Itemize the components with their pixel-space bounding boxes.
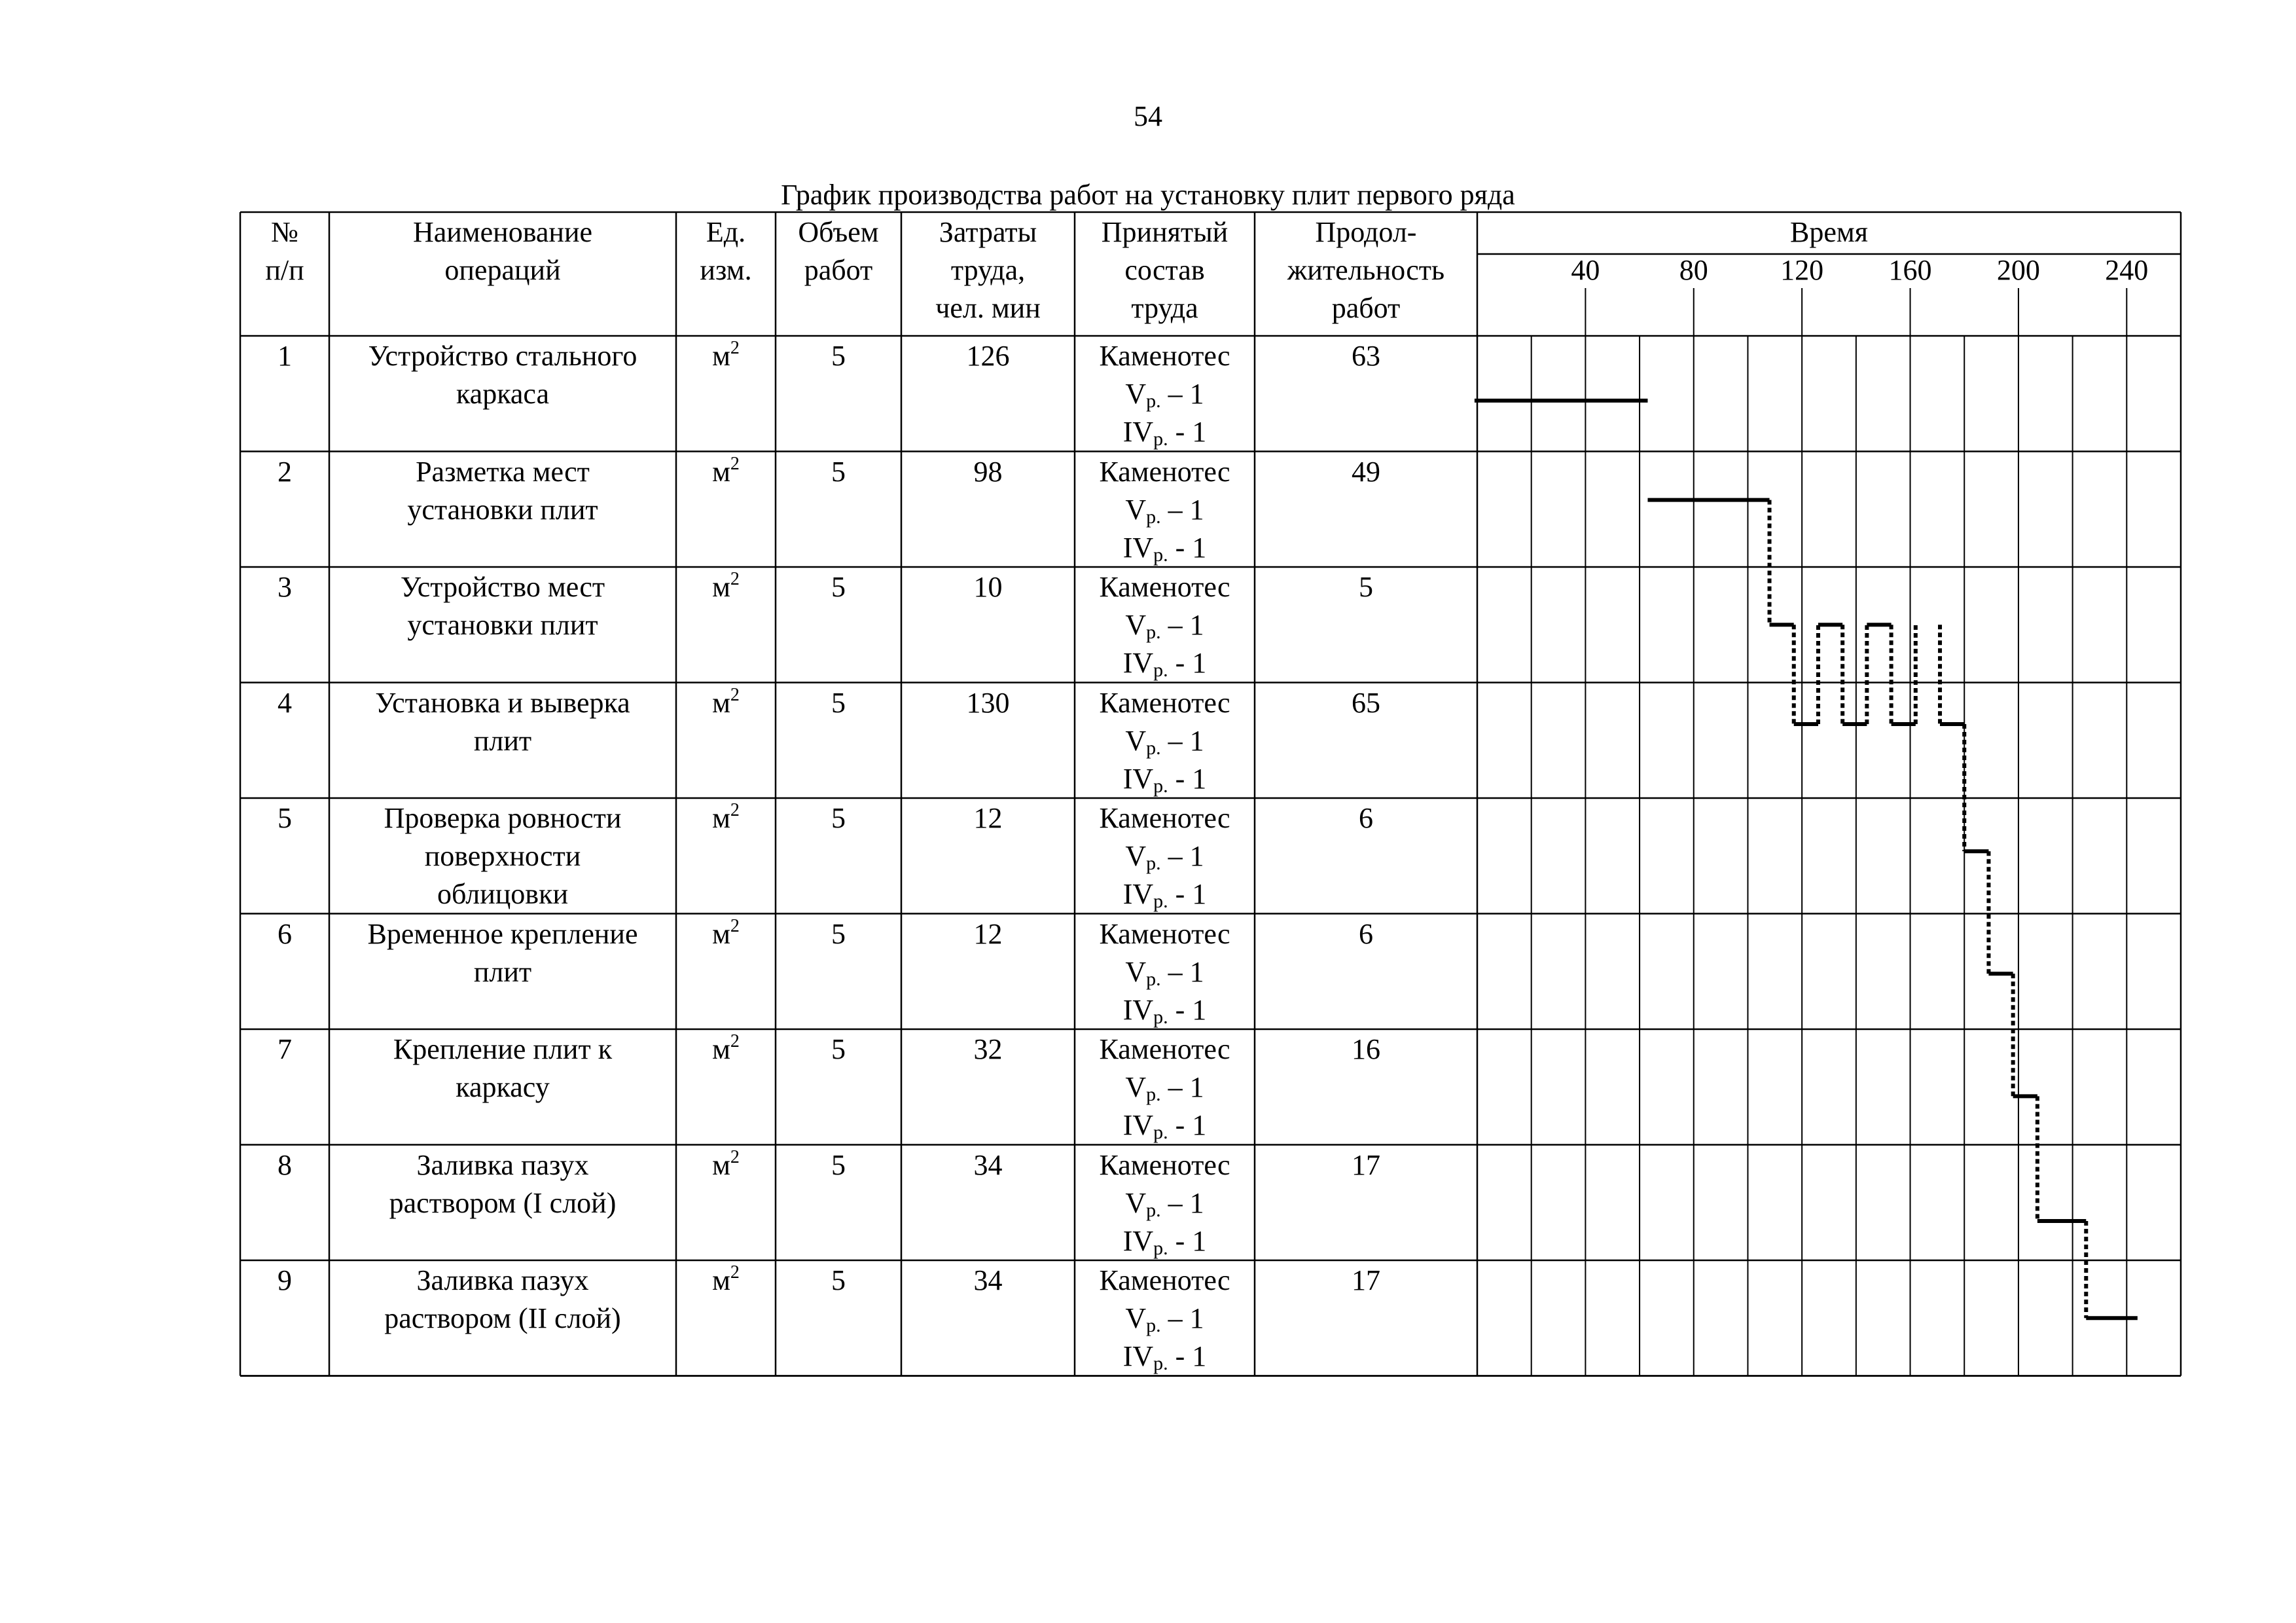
crew-trade: Каменотес — [1099, 917, 1230, 950]
header-crew-line: Принятый — [1101, 216, 1229, 248]
volume-cell — [776, 799, 901, 837]
duration-cell-line: 5 — [1359, 571, 1373, 603]
crew-cell — [1075, 453, 1255, 567]
labor-cell — [901, 453, 1075, 491]
unit-cell — [676, 1146, 776, 1184]
header-time — [1477, 213, 2181, 251]
crew-grade-v: $V_{р.} - 1$ — [1125, 378, 1204, 412]
volume-cell — [776, 453, 901, 491]
duration-cell-line: 17 — [1352, 1148, 1380, 1181]
duration-cell-line: 49 — [1352, 455, 1380, 488]
crew-cell — [1075, 684, 1255, 798]
volume-cell-line: 5 — [831, 571, 846, 603]
volume-cell — [776, 337, 901, 375]
unit-base: м — [712, 802, 730, 834]
unit-base: м — [712, 455, 730, 488]
header-unit-line: Ед. — [706, 216, 746, 248]
row-number-line: 6 — [278, 917, 292, 950]
crew-trade: Каменотес — [1099, 1148, 1230, 1181]
labor-cell — [901, 1262, 1075, 1300]
volume-cell-line: 5 — [831, 802, 846, 834]
row-number-line: 7 — [278, 1033, 292, 1065]
header-volume-line: работ — [804, 254, 873, 286]
header-labor-line: труда, — [950, 254, 1026, 286]
volume-cell-line: 5 — [831, 340, 846, 372]
crew-grade-v: $V_{р.} - 1$ — [1125, 609, 1204, 643]
header-num — [240, 213, 329, 289]
volume-cell — [776, 1262, 901, 1300]
crew-grade-iv: $IV_{р.} - 1$ — [1122, 878, 1207, 912]
crew-grade-v: $V_{р.} - 1$ — [1125, 840, 1204, 874]
crew-cell — [1075, 1030, 1255, 1144]
header-volume — [776, 213, 901, 289]
time-tick-label: 120 — [1780, 254, 1824, 286]
volume-cell-line: 5 — [831, 686, 846, 719]
header-volume-line: Объем — [798, 216, 879, 248]
unit-base: м — [712, 1033, 730, 1065]
duration-cell — [1255, 799, 1477, 837]
unit-superscript: 2 — [730, 1031, 740, 1051]
unit-base: м — [712, 1264, 730, 1296]
crew-cell — [1075, 337, 1255, 451]
crew-grade-iv: $IV_{р.} - 1$ — [1122, 1340, 1207, 1374]
duration-cell — [1255, 453, 1477, 491]
labor-cell — [901, 799, 1075, 837]
operation-name-line: Установка и выверка — [375, 686, 630, 719]
crew-cell — [1075, 915, 1255, 1029]
duration-cell-line: 65 — [1352, 686, 1380, 719]
duration-cell — [1255, 337, 1477, 375]
unit-cell — [676, 684, 776, 722]
crew-trade: Каменотес — [1099, 571, 1230, 603]
unit-base: м — [712, 917, 730, 950]
operation-name — [329, 337, 676, 413]
operation-name-line: раствором (II слой) — [384, 1302, 621, 1334]
duration-cell-line: 6 — [1359, 802, 1373, 834]
row-number-line: 8 — [278, 1148, 292, 1181]
labor-cell-line: 32 — [973, 1033, 1003, 1065]
header-name-line: Наименование — [412, 216, 593, 248]
unit-cell — [676, 915, 776, 953]
operation-name-line: Временное крепление — [367, 917, 638, 950]
volume-cell — [776, 1146, 901, 1184]
labor-cell-line: 130 — [966, 686, 1010, 719]
header-labor-line: Затраты — [939, 216, 1037, 248]
operation-name-line: плит — [473, 724, 532, 757]
header-duration-line: работ — [1331, 292, 1401, 324]
duration-cell-line: 63 — [1352, 340, 1380, 372]
unit-cell — [676, 1262, 776, 1300]
crew-trade: Каменотес — [1099, 1033, 1230, 1065]
header-duration — [1255, 213, 1477, 327]
header-duration-line: жительность — [1287, 254, 1445, 286]
crew-grade-iv: $IV_{р.} - 1$ — [1122, 416, 1207, 450]
time-tick-label: 200 — [1996, 254, 2040, 286]
unit-superscript: 2 — [730, 453, 740, 474]
unit-superscript: 2 — [730, 569, 740, 589]
row-number-line: 3 — [278, 571, 292, 603]
operation-name-line: раствором (I слой) — [389, 1186, 617, 1219]
crew-trade: Каменотес — [1099, 455, 1230, 488]
operation-name — [329, 1146, 676, 1222]
header-crew-line: труда — [1131, 292, 1198, 324]
operation-name-line: установки плит — [407, 609, 598, 641]
volume-cell-line: 5 — [831, 1033, 846, 1065]
unit-superscript: 2 — [730, 338, 740, 358]
operation-name-line: Заливка пазух — [416, 1264, 589, 1296]
unit-superscript: 2 — [730, 684, 740, 705]
crew-grade-iv: $IV_{р.} - 1$ — [1122, 531, 1207, 566]
operation-name — [329, 1030, 676, 1106]
unit-base: м — [712, 340, 730, 372]
header-num-line: п/п — [265, 254, 304, 286]
header-crew — [1075, 213, 1255, 327]
volume-cell-line: 5 — [831, 1264, 846, 1296]
crew-trade: Каменотес — [1099, 340, 1230, 372]
unit-superscript: 2 — [730, 1262, 740, 1283]
time-tick-label: 80 — [1679, 254, 1708, 286]
duration-cell-line: 16 — [1352, 1033, 1380, 1065]
volume-cell-line: 5 — [831, 917, 846, 950]
header-labor-line: чел. мин — [935, 292, 1041, 324]
labor-cell-line: 10 — [973, 571, 1003, 603]
operation-name-line: каркаса — [456, 378, 550, 410]
row-number-line: 9 — [278, 1264, 292, 1296]
crew-grade-iv: $IV_{р.} - 1$ — [1122, 647, 1207, 681]
crew-grade-v: $V_{р.} - 1$ — [1125, 955, 1204, 990]
row-number — [240, 337, 329, 375]
volume-cell — [776, 684, 901, 722]
volume-cell-line: 5 — [831, 455, 846, 488]
unit-cell — [676, 799, 776, 837]
crew-grade-v: $V_{р.} - 1$ — [1125, 724, 1204, 759]
operation-name-line: Разметка мест — [416, 455, 590, 488]
unit-cell — [676, 1030, 776, 1068]
labor-cell — [901, 337, 1075, 375]
row-number — [240, 1262, 329, 1300]
row-number-line: 4 — [278, 686, 292, 719]
labor-cell-line: 12 — [973, 802, 1003, 834]
crew-cell — [1075, 1262, 1255, 1376]
operation-name — [329, 1262, 676, 1338]
labor-cell — [901, 684, 1075, 722]
operation-name — [329, 568, 676, 644]
time-tick-label: 160 — [1888, 254, 1932, 286]
operation-name — [329, 453, 676, 529]
header-crew-line: состав — [1124, 254, 1205, 286]
header-name — [329, 213, 676, 289]
crew-grade-iv: $IV_{р.} - 1$ — [1122, 1109, 1207, 1143]
crew-cell — [1075, 568, 1255, 682]
crew-cell — [1075, 1146, 1255, 1260]
operation-name-line: Крепление плит к — [393, 1033, 613, 1065]
operation-name-line: Заливка пазух — [416, 1148, 589, 1181]
time-tick-label: 240 — [2105, 254, 2149, 286]
labor-cell-line: 126 — [966, 340, 1010, 372]
unit-cell — [676, 453, 776, 491]
header-labor — [901, 213, 1075, 327]
labor-cell-line: 34 — [973, 1264, 1003, 1296]
crew-grade-iv: $IV_{р.} - 1$ — [1122, 1224, 1207, 1259]
row-number — [240, 1030, 329, 1068]
unit-cell — [676, 337, 776, 375]
crew-trade: Каменотес — [1099, 1264, 1230, 1296]
duration-cell — [1255, 684, 1477, 722]
duration-cell — [1255, 915, 1477, 953]
row-number — [240, 1146, 329, 1184]
row-number — [240, 915, 329, 953]
operation-name-line: Устройство стального — [368, 340, 637, 372]
row-number — [240, 799, 329, 837]
labor-cell-line: 98 — [973, 455, 1003, 488]
time-tick-label: 40 — [1571, 254, 1600, 286]
duration-cell — [1255, 1146, 1477, 1184]
operation-name-line: поверхности — [424, 840, 581, 872]
header-unit-line: изм. — [700, 254, 752, 286]
crew-grade-v: $V_{р.} - 1$ — [1125, 493, 1204, 528]
page-number: 54 — [1134, 100, 1162, 132]
operation-name-line: Устройство мест — [400, 571, 605, 603]
operation-name-line: каркасу — [456, 1071, 550, 1103]
labor-cell-line: 34 — [973, 1148, 1003, 1181]
duration-cell-line: 17 — [1352, 1264, 1380, 1296]
header-unit — [676, 213, 776, 289]
crew-trade: Каменотес — [1099, 686, 1230, 719]
schedule-title: График производства работ на установку плит первого ряда — [781, 179, 1515, 211]
operation-name-line: плит — [473, 955, 532, 988]
unit-superscript: 2 — [730, 915, 740, 936]
labor-cell — [901, 1146, 1075, 1184]
crew-grade-iv: $IV_{р.} - 1$ — [1122, 993, 1207, 1028]
operation-name — [329, 915, 676, 991]
unit-base: м — [712, 686, 730, 719]
row-number — [240, 568, 329, 606]
unit-base: м — [712, 571, 730, 603]
duration-cell — [1255, 1030, 1477, 1068]
header-num-line: № — [271, 216, 298, 248]
duration-cell — [1255, 1262, 1477, 1300]
volume-cell — [776, 568, 901, 606]
row-number-line: 5 — [278, 802, 292, 834]
duration-cell-line: 6 — [1359, 917, 1373, 950]
labor-cell — [901, 568, 1075, 606]
volume-cell — [776, 1030, 901, 1068]
volume-cell — [776, 915, 901, 953]
duration-cell — [1255, 568, 1477, 606]
labor-cell — [901, 1030, 1075, 1068]
operation-name — [329, 684, 676, 760]
header-duration-line: Продол- — [1315, 216, 1417, 248]
crew-grade-iv: $IV_{р.} - 1$ — [1122, 762, 1207, 797]
crew-grade-v: $V_{р.} - 1$ — [1125, 1186, 1204, 1221]
unit-base: м — [712, 1148, 730, 1181]
unit-cell — [676, 568, 776, 606]
volume-cell-line: 5 — [831, 1148, 846, 1181]
labor-cell — [901, 915, 1075, 953]
operation-name-line: облицовки — [437, 878, 569, 910]
labor-cell-line: 12 — [973, 917, 1003, 950]
operation-name-line: установки плит — [407, 493, 598, 526]
crew-grade-v: $V_{р.} - 1$ — [1125, 1071, 1204, 1105]
crew-trade: Каменотес — [1099, 802, 1230, 834]
header-time-line: Время — [1790, 216, 1868, 248]
row-number — [240, 684, 329, 722]
unit-superscript: 2 — [730, 800, 740, 820]
crew-cell — [1075, 799, 1255, 913]
row-number-line: 1 — [278, 340, 292, 372]
header-name-line: операций — [444, 254, 561, 286]
row-number — [240, 453, 329, 491]
operation-name — [329, 799, 676, 913]
row-number-line: 2 — [278, 455, 292, 488]
crew-grade-v: $V_{р.} - 1$ — [1125, 1302, 1204, 1336]
operation-name-line: Проверка ровности — [384, 802, 622, 834]
unit-superscript: 2 — [730, 1146, 740, 1167]
